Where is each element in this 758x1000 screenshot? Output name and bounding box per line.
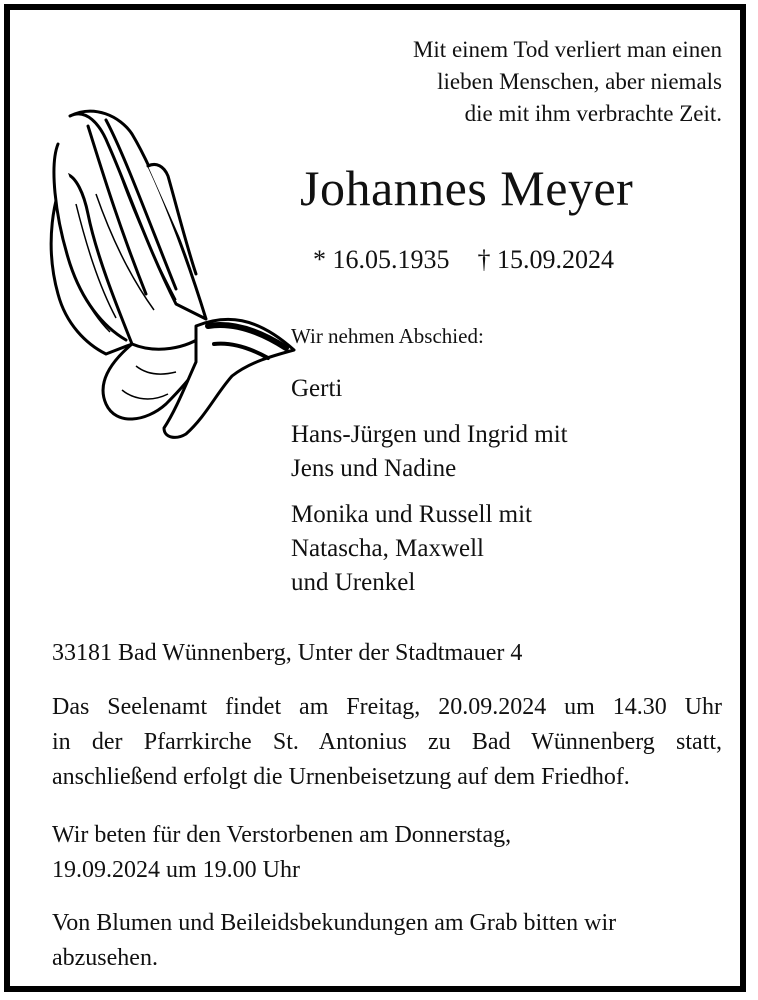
mourner-line: und Urenkel xyxy=(291,569,416,596)
paragraph-line: in der Pfarrkirche St. Antonius zu Bad Wünnenberg statt, xyxy=(52,729,722,755)
request-paragraph xyxy=(52,906,722,976)
farewell-heading: Wir nehmen Abschied: xyxy=(291,324,484,348)
mourner-group xyxy=(291,372,711,406)
quote-line: lieben Menschen, aber niemals xyxy=(437,69,722,94)
praying-hands-icon xyxy=(36,104,302,444)
family-address: 33181 Bad Wünnenberg, Unter der Stadtmauer 4 xyxy=(52,640,523,666)
mourner-line: Natascha, Maxwell xyxy=(291,535,484,562)
mourners-list xyxy=(291,372,711,612)
paragraph-line: Das Seelenamt findet am Freitag, 20.09.2024 um 14.30 Uhr xyxy=(52,694,722,720)
paragraph-line: Von Blumen und Beileidsbekundungen am Grab bitten wir xyxy=(52,910,617,936)
paragraph-line: abzusehen. xyxy=(52,945,158,971)
quote-line: Mit einem Tod verliert man einen xyxy=(412,37,722,62)
mourner-line: Hans-Jürgen und Ingrid mit xyxy=(291,421,568,448)
mourner-group xyxy=(291,498,711,600)
life-dates xyxy=(313,243,614,277)
paragraph-line: 19.09.2024 um 19.00 Uhr xyxy=(52,857,300,883)
mourner-group xyxy=(291,418,711,486)
quote-line: die mit ihm verbrachte Zeit. xyxy=(464,101,722,126)
memorial-quote xyxy=(302,34,722,130)
mourner-line: Gerti xyxy=(291,375,343,402)
paragraph-line: anschließend erfolgt die Urnenbeisetzung auf dem Friedhof. xyxy=(52,764,630,790)
paragraph-line: Wir beten für den Verstorbenen am Donnerstag, xyxy=(52,822,512,848)
mourner-line: Monika und Russell mit xyxy=(291,501,532,528)
death-date: † 15.09.2024 xyxy=(477,245,614,274)
service-paragraph xyxy=(52,690,722,795)
prayer-paragraph xyxy=(52,818,722,888)
deceased-name: Johannes Meyer xyxy=(300,160,634,216)
mourner-line: Jens und Nadine xyxy=(291,455,457,482)
birth-date: * 16.05.1935 xyxy=(313,245,450,274)
